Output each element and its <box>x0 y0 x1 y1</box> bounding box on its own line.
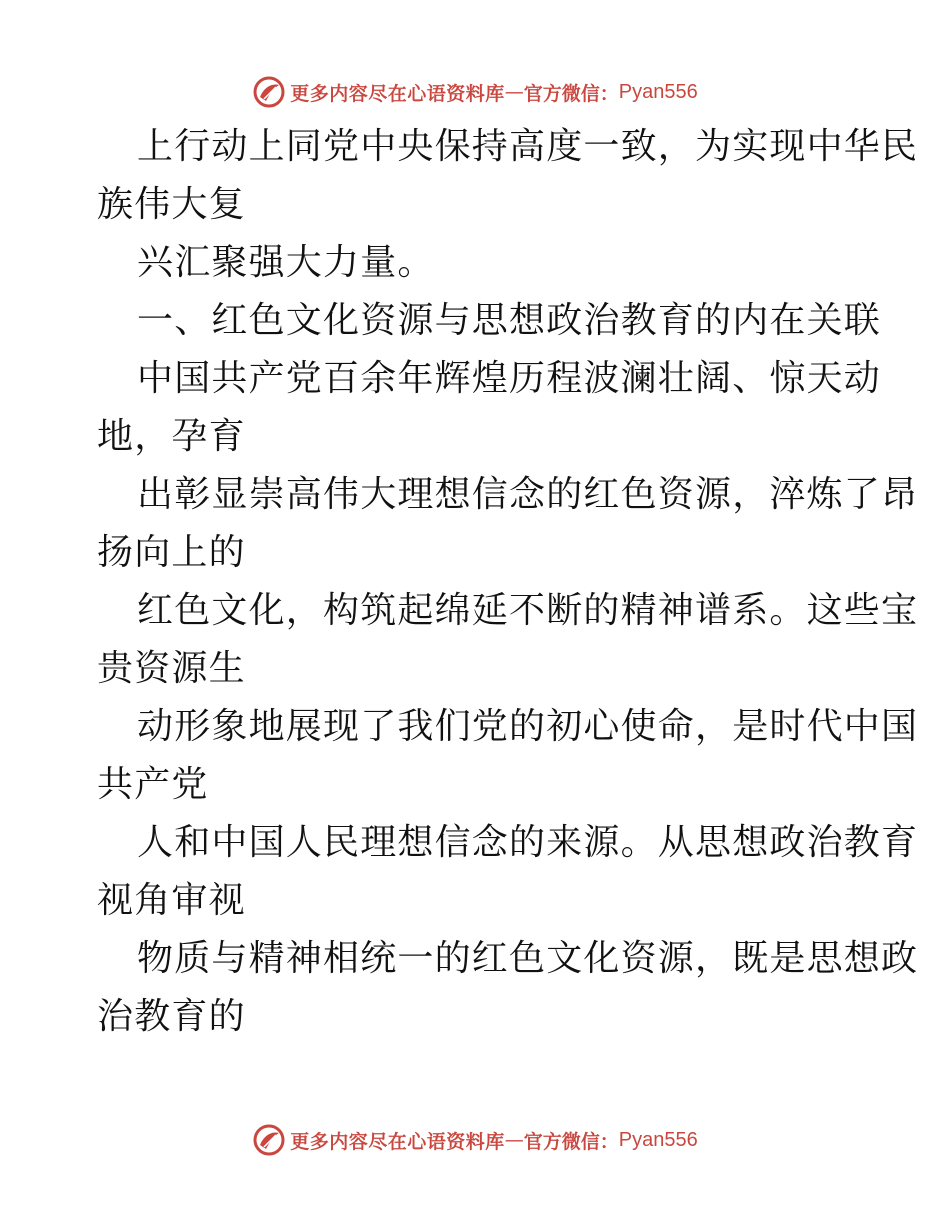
watermark-text: 更多内容尽在心语资料库 <box>290 1130 505 1153</box>
body-line: 兴汇聚强大力量。 <box>137 242 435 283</box>
body-line: 共产党 <box>97 764 209 805</box>
logo-icon <box>252 1123 286 1157</box>
body-line: 红色文化，构筑起绵延不断的精神谱系。这些宝 <box>137 590 919 631</box>
body-line: 物质与精神相统一的红色文化资源，既是思想政 <box>137 938 919 979</box>
body-line: 族伟大复 <box>97 184 246 225</box>
watermark-id: Pyan556 <box>618 1128 698 1151</box>
body-line: 视角审视 <box>97 880 246 921</box>
body-line: 上行动上同党中央保持高度一致，为实现中华民 <box>137 126 919 167</box>
logo-icon <box>252 75 286 109</box>
header-watermark <box>0 70 950 114</box>
body-line: 地，孕育 <box>97 416 246 457</box>
body-line: 治教育的 <box>97 996 246 1037</box>
section-heading: 一、红色文化资源与思想政治教育的内在关联 <box>137 300 882 341</box>
body-line: 中国共产党百余年辉煌历程波澜壮阔、惊天动 <box>137 358 882 399</box>
body-line: 扬向上的 <box>97 532 246 573</box>
body-line: 动形象地展现了我们党的初心使命，是时代中国 <box>137 706 919 747</box>
body-line: 出彰显崇高伟大理想信念的红色资源，淬炼了昂 <box>137 474 919 515</box>
watermark-id: Pyan556 <box>618 80 698 103</box>
watermark-text: 更多内容尽在心语资料库 <box>290 82 505 105</box>
body-line: 贵资源生 <box>97 648 246 689</box>
footer-watermark <box>0 1118 950 1162</box>
document-body <box>97 118 919 1046</box>
body-line: 人和中国人民理想信念的来源。从思想政治教育 <box>137 822 919 863</box>
watermark-separator: — <box>504 1129 524 1151</box>
watermark-label: 官方微信： <box>523 1130 619 1153</box>
watermark-label: 官方微信： <box>523 82 619 105</box>
watermark-separator: — <box>504 81 524 103</box>
